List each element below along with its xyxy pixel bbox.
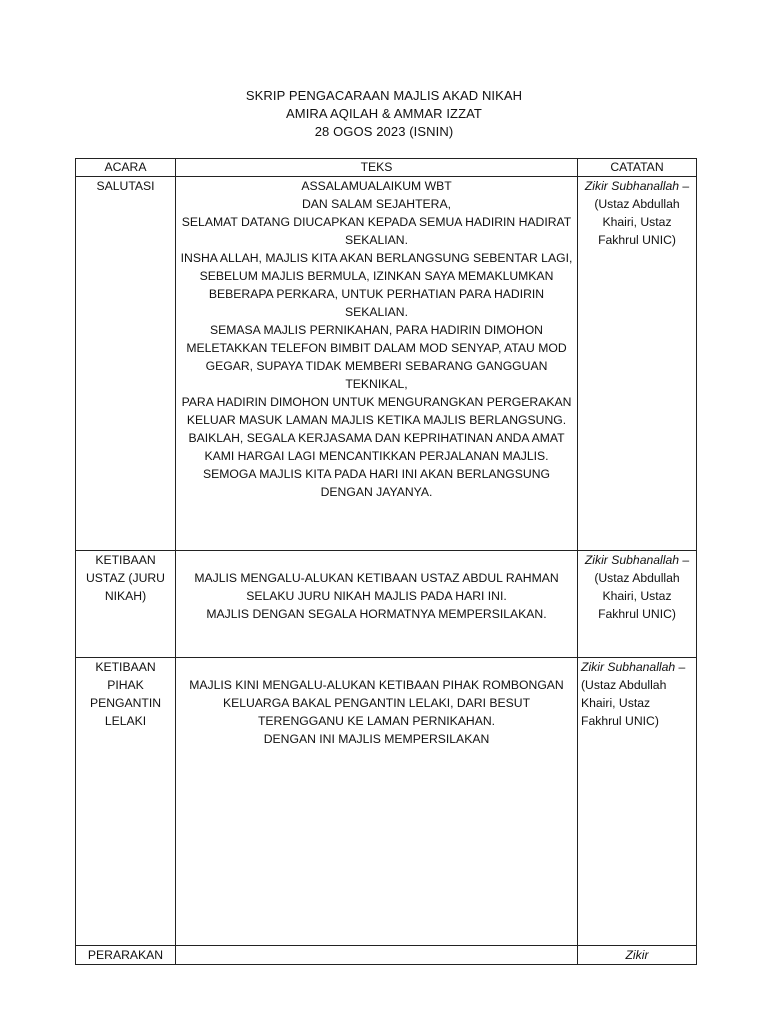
catatan-cell [578, 658, 697, 946]
teks-line: SEMASA MAJLIS PERNIKAHAN, PARA HADIRIN DIMOHON MELETAKKAN TELEFON BIMBIT DALAM MOD SENYAP, ATAU MOD GEGAR, SUPAYA TIDAK MEMBERI SEBARANG GANGGUAN TEKNIKAL, [186, 323, 567, 391]
zikir-label: Zikir Subhanallah [581, 660, 676, 674]
catatan-note: – (Ustaz Abdullah Khairi, Ustaz Fakhrul UNIC) [594, 179, 690, 247]
heading-date: 28 OGOS 2023 (ISNIN) [314, 124, 454, 139]
teks-line: DENGAN INI MAJLIS MEMPERSILAKAN [263, 732, 490, 746]
teks-line: DAN SALAM SEJAHTERA, [302, 197, 451, 211]
acara-cell: KETIBAAN PIHAK PENGANTIN LELAKI [76, 658, 176, 946]
catatan-cell [578, 551, 697, 658]
zikir-label: Zikir Subhanallah [584, 553, 679, 567]
catatan-note: – (Ustaz Abdullah Khairi, Ustaz Fakhrul UNIC) [594, 553, 690, 621]
table-row [76, 177, 697, 551]
teks-line: MAJLIS DENGAN SEGALA HORMATNYA MEMPERSILAKAN. [206, 607, 547, 621]
table-row [76, 946, 697, 965]
teks-cell [176, 658, 578, 946]
header-acara: ACARA [76, 159, 176, 177]
teks-line: INSHA ALLAH, MAJLIS KITA AKAN BERLANGSUNG SEBENTAR LAGI, [180, 251, 573, 265]
catatan-cell [578, 177, 697, 551]
teks-cell [176, 551, 578, 658]
teks-line: SELAMAT DATANG DIUCAPKAN KEPADA SEMUA HADIRIN HADIRAT SEKALIAN. [181, 215, 572, 247]
acara-cell: KETIBAAN USTAZ (JURU NIKAH) [76, 551, 176, 658]
header-teks: TEKS [176, 159, 578, 177]
teks-line: MAJLIS KINI MENGALU-ALUKAN KETIBAAN PIHAK ROMBONGAN KELUARGA BAKAL PENGANTIN LELAKI, DARI BESUT TERENGGANU KE LAMAN PERNIKAHAN. [189, 678, 564, 728]
catatan-cell [578, 946, 697, 965]
teks-line: PARA HADIRIN DIMOHON UNTUK MENGURANGKAN PERGERAKAN KELUAR MASUK LAMAN MAJLIS KETIKA MAJLIS BERLANGSUNG. [181, 395, 572, 427]
acara-cell: SALUTASI [76, 177, 176, 551]
teks-line: MAJLIS MENGALU-ALUKAN KETIBAAN USTAZ ABDUL RAHMAN SELAKU JURU NIKAH MAJLIS PADA HARI INI. [194, 571, 559, 603]
acara-cell: PERARAKAN [76, 946, 176, 965]
script-table [75, 158, 697, 965]
teks-line: BAIKLAH, SEGALA KERJASAMA DAN KEPRIHATINAN ANDA AMAT KAMI HARGAI LAGI MENCANTIKKAN PERJALANAN MAJLIS. SEMOGA MAJLIS KITA PADA HARI INI AKAN BERLANGSUNG DENGAN JAYANYA. [188, 431, 565, 499]
header-catatan: CATATAN [578, 159, 697, 177]
zikir-label: Zikir Subhanallah [584, 179, 679, 193]
zikir-label: Zikir [625, 948, 649, 962]
teks-cell [176, 177, 578, 551]
heading-title: SKRIP PENGACARAAN MAJLIS AKAD NIKAH [245, 88, 523, 103]
catatan-note: – (Ustaz Abdullah Khairi, Ustaz Fakhrul UNIC) [581, 660, 686, 728]
teks-line: SEBELUM MAJLIS BERMULA, IZINKAN SAYA MEMAKLUMKAN BEBERAPA PERKARA, UNTUK PERHATIAN PARA HADIRIN SEKALIAN. [199, 269, 554, 319]
teks-line: ASSALAMUALAIKUM WBT [301, 179, 452, 193]
teks-cell [176, 946, 578, 965]
table-row [76, 658, 697, 946]
table-row [76, 551, 697, 658]
heading-couple-names: AMIRA AQILAH & AMMAR IZZAT [286, 106, 482, 121]
document-heading [0, 87, 768, 141]
table-header-row [76, 159, 697, 177]
